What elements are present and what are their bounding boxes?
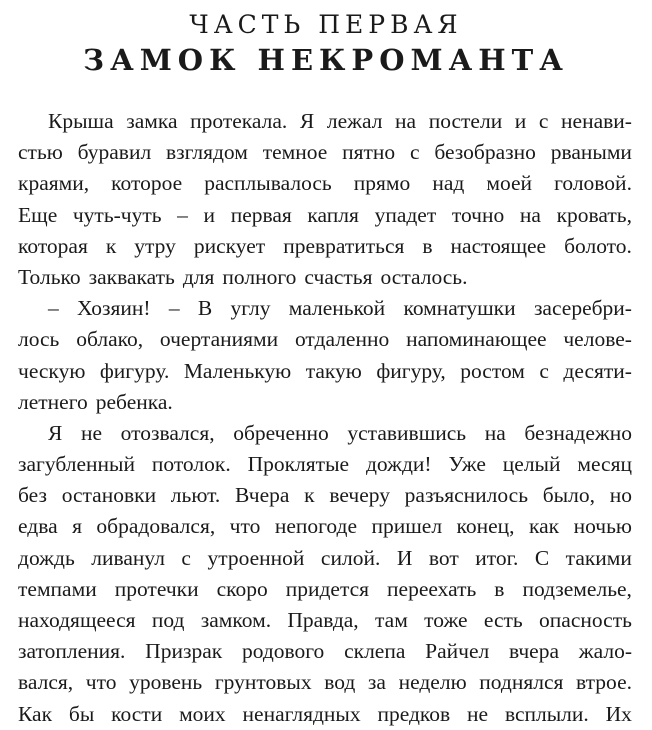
text-line: дождь ливанул с утроенной силой. И вот итог. С такими [18, 545, 632, 570]
chapter-title: ЗАМОК НЕКРОМАНТА [83, 43, 569, 77]
part-title: ЧАСТЬ ПЕРВАЯ [189, 10, 463, 39]
text-line: ческую фигуру. Маленькую такую фигуру, ростом с десяти- [18, 358, 632, 383]
text-line: находящееся под замком. Правда, там тоже есть опасность [18, 608, 632, 632]
text-line: вался, что уровень грунтовых вод за неделю поднялся втрое. [18, 670, 632, 695]
text-line: Как бы кости моих ненаглядных предков не всплыли. Их [18, 701, 632, 726]
text-line: Я не отозвался, обреченно уставившись на безнадежно [48, 420, 632, 445]
text-line: краями, которое расплывалось прямо над моей головой. [18, 171, 632, 196]
body-text [18, 106, 632, 730]
text-line: стью буравил взглядом темное пятно с безобразно рваными [18, 140, 632, 165]
text-line: едва я обрадовался, что непогоде пришел конец, как ночью [18, 514, 632, 539]
text-line: затопления. Призрак родового склепа Райчел вчера жало- [18, 639, 632, 664]
text-line: Еще чуть-чуть – и первая капля упадет точно на кровать, [18, 202, 632, 227]
text-line: Только заквакать для полного счастья осталось. [18, 264, 468, 289]
text-line: лось облако, очертаниями отдаленно напоминающее челове- [18, 327, 632, 352]
text-line: летнего ребенка. [18, 389, 173, 414]
text-line: без остановки льют. Вчера к вечеру разъяснилось было, но [18, 483, 632, 508]
text-line: темпами протечки скоро придется переехать в подземелье, [18, 576, 632, 601]
text-line: – Хозяин! – В углу маленькой комнатушки засеребри- [48, 296, 632, 321]
text-line: Крыша замка протекала. Я лежал на постели и с ненави- [48, 109, 632, 133]
text-line: которая к утру рискует превратиться в настоящее болото. [18, 233, 632, 258]
text-line: загубленный потолок. Проклятые дожди! Уже целый месяц [18, 452, 632, 477]
